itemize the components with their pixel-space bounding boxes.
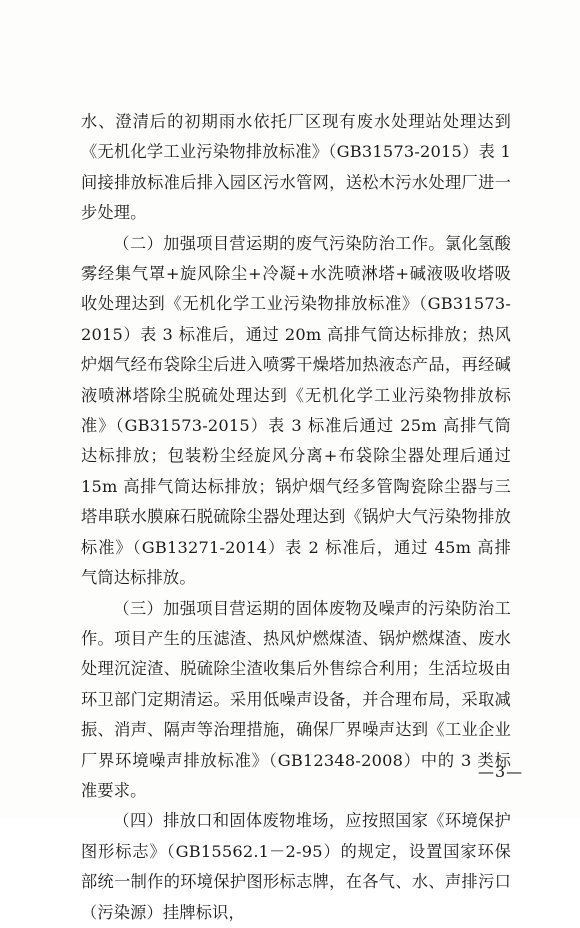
paragraph-discharge-outlet: （四）排放口和固体废物堆场，应按照国家《环境保护图形标志》（GB15562.1－2-95）的规定，设置国家环保部统一制作的环境保护图形标志牌，在各气、水、声排污口（污染源）挂牌标识，	[81, 811, 511, 922]
paragraph-continuation: 水、澄清后的初期雨水依托厂区现有废水处理站处理达到《无机化学工业污染物排放标准》（GB31573-2015）表 1 间接排放标准后排入园区污水管网，送松木污水处理厂进一步处理。	[81, 112, 511, 223]
document-body	[81, 107, 511, 928]
paragraph-solid-waste-noise: （三）加强项目营运期的固体废物及噪声的污染防治工作。项目产生的压滤渣、热风炉燃煤渣、锅炉燃煤渣、废水处理沉淀渣、脱硫除尘渣收集后外售综合利用；生活垃圾由环卫部门定期清运。采用低噪声设备，并合理布局，采取减振、消声、隔声等治理措施，确保厂界噪声达到《工业企业厂界环境噪声排放标准》（GB12348-2008）中的 3 类标准要求。	[81, 598, 511, 800]
paragraph-waste-gas: （二）加强项目营运期的废气污染防治工作。氯化氢酸雾经集气罩+旋风除尘+冷凝+水洗喷淋塔+碱液吸收塔吸收处理达到《无机化学工业污染物排放标准》（GB31573-2015）表 3 标准后，通过 20m 高排气筒达标排放；热风炉烟气经布袋除尘后进入喷雾干燥塔加热液态产品，再经碱液喷淋塔除尘脱硫处理达到《无机化学工业污染物排放标准》（GB31573-2015）表 3 标准后通过 25m 高排气筒达标排放；包装粉尘经旋风分离+布袋除尘器处理后通过 15m 高排气筒达标排放；锅炉烟气经多管陶瓷除尘器与三塔串联水膜麻石脱硫除尘器处理达到《锅炉大气污染物排放标准》（GB13271-2014）表 2 标准后，通过 45m 高排气筒达标排放。	[81, 233, 511, 588]
page-number: —3—	[478, 762, 524, 781]
